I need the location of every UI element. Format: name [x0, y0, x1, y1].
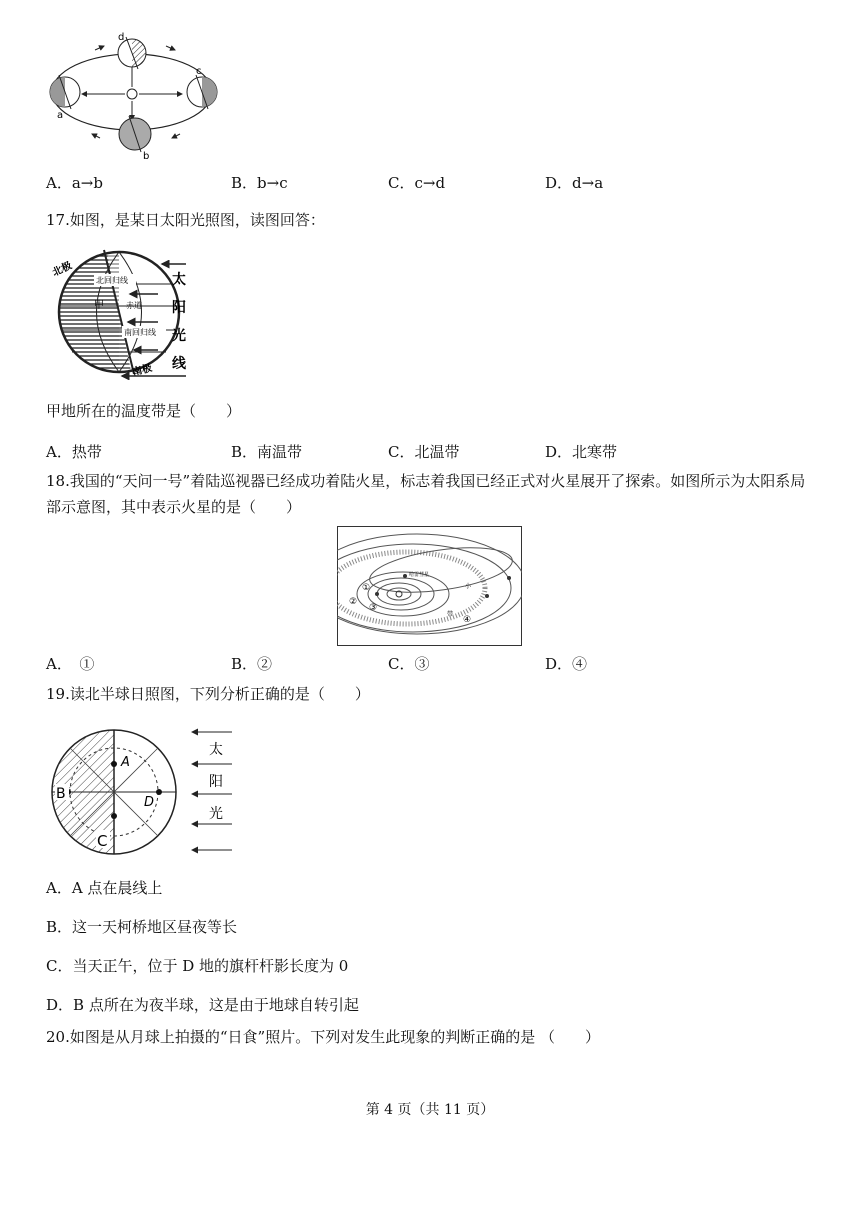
sun-char-tai: 太 — [209, 742, 223, 758]
q19-option-d[interactable]: D．B 点所在为夜半球，这是由于地球自转引起 — [46, 996, 359, 1014]
earth-b — [119, 116, 151, 152]
label-d: d — [118, 32, 125, 43]
label-c: c — [196, 66, 202, 77]
q18-stem: 18.我国的“天问一号”着陆巡视器已经成功着陆火星，标志着我国已经正式对火星展开了探索。如图所示为太阳系局部示意图，其中表示火星的是（ ） — [46, 472, 806, 516]
label-D: D — [144, 795, 155, 810]
label-tropic-south: 南回归线 — [124, 328, 156, 337]
earth-a — [50, 75, 80, 109]
sun-char-guang: 光 — [209, 806, 223, 822]
label-asteroid: 小 — [465, 583, 472, 590]
label-a: a — [57, 110, 64, 121]
earth-c — [187, 75, 217, 109]
q18-option-a[interactable]: A． ① — [46, 655, 95, 673]
label-south-pole: 南极 — [131, 362, 154, 379]
label-belt: 带 — [447, 611, 454, 618]
sun-char-2: 阳 — [172, 300, 186, 316]
q17-stem: 17.如图，是某日太阳光照图，读图回答： — [46, 211, 325, 229]
sun-char-3: 光 — [172, 328, 186, 344]
label-n3: ③ — [369, 603, 378, 613]
north-hemisphere-diagram — [44, 728, 234, 858]
q20-stem: 20.如图是从月球上拍摄的“日食”照片。下列对发生此现象的判断正确的是 （ ） — [46, 1028, 600, 1046]
q18-option-b[interactable]: B．② — [231, 655, 273, 673]
sun-char-4: 线 — [172, 356, 186, 372]
q16-option-d[interactable]: D．d→a — [545, 174, 604, 192]
q19-option-b[interactable]: B．这一天柯桥地区昼夜等长 — [46, 918, 238, 936]
q19-stem: 19.读北半球日照图，下列分析正确的是（ ） — [46, 685, 370, 703]
q19-option-c[interactable]: C．当天正午，位于 D 地的旗杆杆影长度为 0 — [46, 957, 349, 975]
label-n4: ④ — [463, 615, 472, 625]
label-C: C — [97, 832, 108, 850]
q17-option-a[interactable]: A．热带 — [46, 443, 102, 461]
q16-option-c[interactable]: C．c→d — [388, 174, 446, 192]
sun-rays-arrows — [118, 260, 190, 380]
q16-option-a[interactable]: A．a→b — [46, 174, 103, 192]
q19-option-a[interactable]: A．A 点在晨线上 — [46, 879, 163, 897]
solar-system-diagram — [337, 526, 522, 646]
label-b: b — [143, 151, 150, 162]
q17-option-b[interactable]: B．南温带 — [231, 443, 303, 461]
sun-char-yang: 阳 — [209, 774, 223, 790]
label-n1: ① — [362, 583, 371, 593]
label-jia: 甲 — [94, 300, 104, 311]
label-north-pole: 北极 — [50, 260, 74, 279]
label-A: A — [121, 755, 130, 770]
q17-option-d[interactable]: D．北寒带 — [545, 443, 618, 461]
label-n2: ② — [349, 597, 358, 607]
q18-option-d[interactable]: D．④ — [545, 655, 588, 673]
sun-icon — [122, 84, 142, 104]
sun-char-1: 太 — [172, 272, 186, 288]
label-B: B — [56, 786, 66, 802]
label-comet: 哈雷彗星 — [409, 572, 430, 578]
q17-option-c[interactable]: C．北温带 — [388, 443, 460, 461]
q16-option-b[interactable]: B．b→c — [231, 174, 288, 192]
label-tropic-north: 北回归线 — [96, 276, 128, 285]
label-equator: 赤道 — [126, 301, 142, 310]
q18-option-c[interactable]: C．③ — [388, 655, 430, 673]
page-footer: 第 4 页（共 11 页） — [365, 1102, 495, 1118]
earth-orbit-diagram — [40, 28, 225, 168]
q17-question: 甲地所在的温度带是（ ） — [46, 402, 242, 420]
